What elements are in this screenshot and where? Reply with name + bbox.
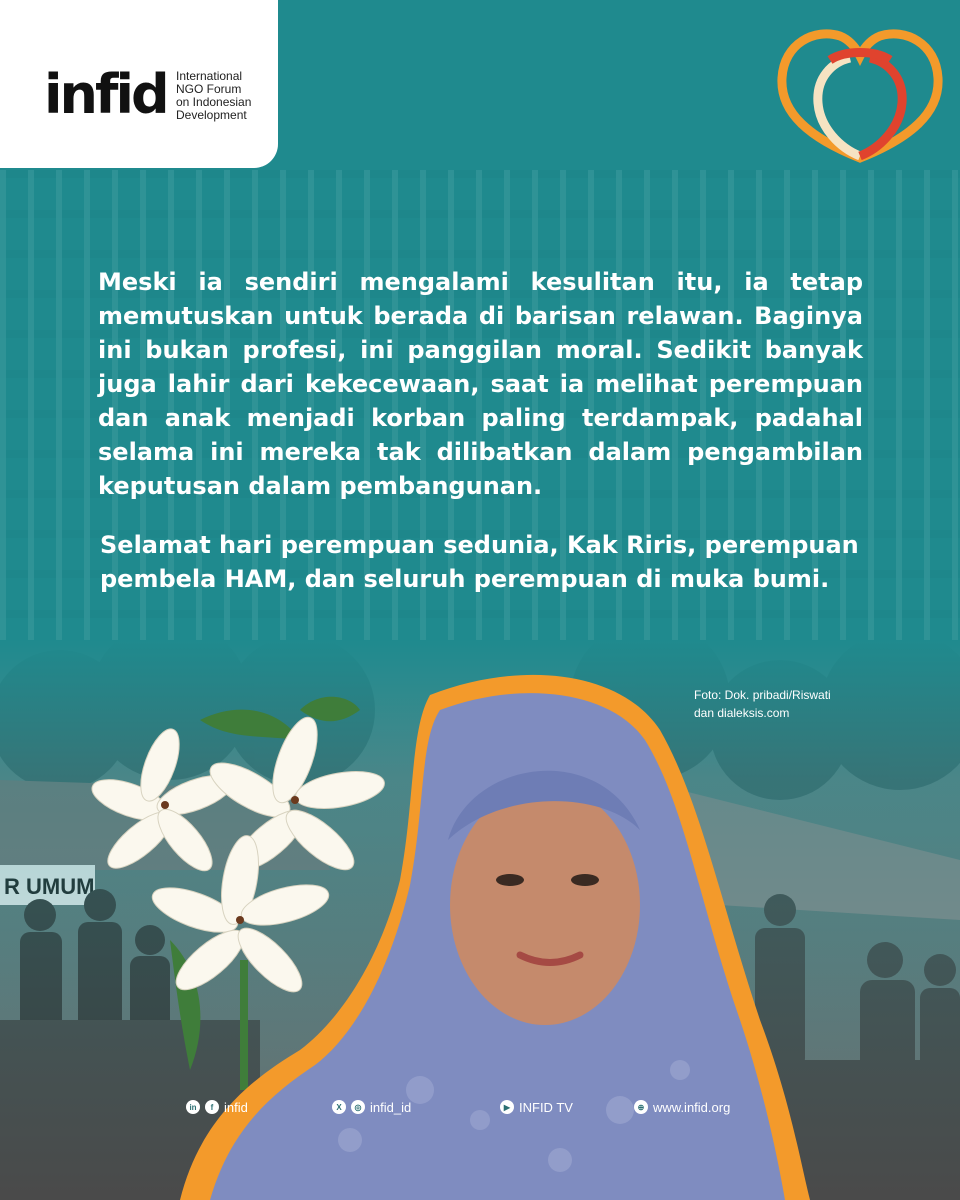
- tagline-line: NGO Forum: [176, 82, 242, 96]
- credit-line: Foto: Dok. pribadi/Riswati: [694, 688, 831, 702]
- instagram-icon: ◎: [351, 1100, 365, 1114]
- footer-socials: [0, 1092, 960, 1122]
- social-website[interactable]: [634, 1092, 730, 1122]
- social-x-instagram[interactable]: [332, 1092, 411, 1122]
- heart-emblem-icon: [770, 18, 950, 168]
- tagline-line: Development: [176, 108, 247, 122]
- closing-greeting: Selamat hari perempuan sedunia, Kak Riris, perempuan pembela HAM, dan seluruh perempuan di muka bumi.: [100, 531, 859, 593]
- tagline-line: International: [176, 69, 243, 83]
- social-facebook-linkedin[interactable]: [186, 1092, 248, 1122]
- tagline-line: on Indonesian: [176, 95, 252, 109]
- social-youtube[interactable]: [500, 1092, 573, 1122]
- social-label: infid_id: [370, 1099, 412, 1115]
- social-label: infid: [224, 1099, 248, 1115]
- photo-credit: [694, 686, 831, 722]
- social-label: www.infid.org: [653, 1099, 731, 1115]
- x-icon: X: [332, 1100, 346, 1114]
- infid-logo: infid: [44, 63, 167, 126]
- logo-card: [0, 0, 278, 168]
- globe-icon: ⊕: [634, 1100, 648, 1114]
- social-label: INFID TV: [519, 1099, 573, 1115]
- facebook-icon: f: [205, 1100, 219, 1114]
- linkedin-icon: in: [186, 1100, 200, 1114]
- story-paragraph: Meski ia sendiri mengalami kesulitan itu, ia tetap memutuskan untuk berada di barisan relawan. Baginya ini bukan profesi, ini panggilan moral. Sedikit banyak juga lahir dari kekecewaan, saat ia melihat perempuan dan anak menjadi korban paling terdampak, padahal selama ini mereka tak dilibatkan dalam pengambilan keputusan dalam pembangunan.: [98, 268, 863, 500]
- credit-line: dan dialeksis.com: [694, 706, 790, 720]
- logo-tagline: [176, 70, 276, 122]
- youtube-icon: ▶: [500, 1100, 514, 1114]
